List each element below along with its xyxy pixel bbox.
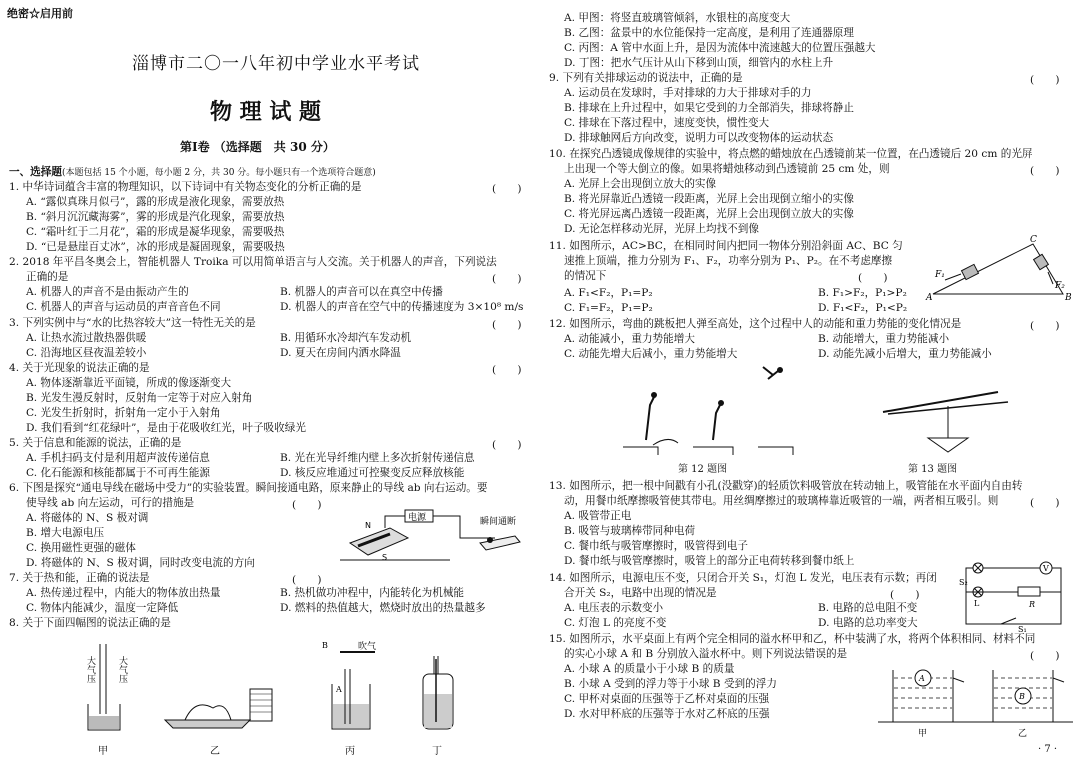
q7-option-c: C. 物体内能减少，温度一定降低 — [26, 602, 179, 614]
q10-option-a: A. 光屏上会出现倒立放大的实像 — [564, 178, 717, 190]
section-heading: 一、选择题(本题包括 15 个小题，每小题 2 分，共 30 分。每小题只有一个选项符合题意) — [9, 166, 376, 178]
q3-option-c: C. 沿海地区昼夜温差较小 — [26, 347, 147, 359]
switch-s2-label: S₂ — [959, 578, 968, 587]
vertex-b: B — [1065, 293, 1072, 302]
ball-a-label: A — [919, 674, 925, 683]
q5-option-d: D. 核反应堆通过可控聚变反应释放核能 — [280, 467, 465, 479]
q13-straw-figure — [868, 380, 1018, 460]
q1-option-c: C. “霜叶红于二月花”，霜的形成是凝华现象，需要吸热 — [26, 226, 285, 238]
q6-option-c: C. 换用磁性更强的磁体 — [26, 542, 136, 554]
q11-stem-cont: 速推上顶端，推力分别为 F₁、F₂，功率分别为 P₁、P₂。在不考虑摩擦 — [564, 255, 893, 267]
q15-option-c: C. 甲杯对桌面的压强等于乙杯对桌面的压强 — [564, 693, 770, 705]
volume-title: 第Ⅰ卷 （选择题 共 30 分） — [180, 140, 335, 154]
q14-stem: 14. 如图所示，电源电压不变，只闭合开关 S₁，灯泡 L 发光，电压表有示数；再闭 — [549, 572, 937, 584]
q10-option-c: C. 将光屏远离凸透镜一段距离，光屏上会出现倒立放大的实像 — [564, 208, 854, 220]
q4-option-b: B. 光发生漫反射时，反射角一定等于对应入射角 — [26, 392, 253, 404]
power-label: 电源 — [408, 513, 427, 523]
q14-option-a: A. 电压表的示数变小 — [564, 602, 664, 614]
force-f1: F₁ — [935, 270, 945, 280]
q10-stem: 10. 在探究凸透镜成像规律的实验中，将点燃的蜡烛放在凸透镜前某一位置，在凸透镜后 20 cm 的光屏 — [549, 148, 1033, 160]
q8-option-b: B. 乙图：盆景中的水位能保持一定高度，是利用了连通器原理 — [564, 27, 854, 39]
fig-ding-water-barometer — [423, 656, 453, 757]
q2-option-b: B. 机器人的声音可以在真空中传播 — [280, 286, 443, 298]
q13-option-b: B. 吸管与玻璃棒带同种电荷 — [564, 525, 696, 537]
q15-option-a: A. 小球 A 的质量小于小球 B 的质量 — [564, 663, 735, 675]
q1-stem: 1. 中华诗词蕴含丰富的物理知识，以下诗词中有关物态变化的分析正确的是 — [9, 181, 362, 193]
q6-motor-apparatus-figure — [330, 498, 530, 573]
q12-stem: 12. 如图所示，弯曲的跳板把人弹至高处，这个过程中人的动能和重力势能的变化情况是 — [549, 318, 962, 330]
fig-yi-bonsai — [165, 689, 272, 757]
q3-option-a: A. 让热水流过散热器供暖 — [26, 332, 147, 344]
fig-ding-caption: 丁 — [432, 746, 442, 757]
svg-text:A: A — [336, 685, 342, 694]
q15-option-d: D. 水对甲杯底的压强等于水对乙杯底的压强 — [564, 708, 770, 720]
q8-stem: 8. 关于下面四幅图的说法正确的是 — [9, 617, 171, 629]
q9-option-a: A. 运动员在发球时，手对排球的力大于排球对手的力 — [564, 87, 812, 99]
q13-answer-blank: ( ) — [1030, 497, 1060, 509]
q5-option-c: C. 化石能源和核能都属于不可再生能源 — [26, 467, 210, 479]
q8-option-d: D. 丁图：把水气压计从山下移到山顶，细管内的水柱上升 — [564, 57, 834, 69]
q6-answer-blank: ( ) — [292, 499, 322, 511]
q11-option-a: A. F₁<F₂，P₁=P₂ — [564, 287, 653, 299]
q6-option-d: D. 将磁体的 N、S 极对调，同时改变电流的方向 — [26, 557, 255, 569]
resistor-label: R — [1029, 600, 1036, 609]
fig-jia-caption: 甲 — [98, 746, 108, 757]
exam-title: 淄博市二〇一八年初中学业水平考试 — [132, 54, 420, 74]
voltmeter-label: V — [1043, 564, 1049, 573]
q12-caption: 第 12 题图 — [678, 464, 728, 475]
q5-option-a: A. 手机扫码支付是利用超声波传递信息 — [26, 452, 210, 464]
q11-option-c: C. F₁=F₂，P₁=P₂ — [564, 302, 653, 314]
q12-option-a: A. 动能减小，重力势能增大 — [564, 333, 695, 345]
ball-b-label: B — [1019, 692, 1025, 701]
svg-text:N: N — [365, 521, 371, 530]
vertex-a: A — [926, 293, 933, 302]
q9-stem: 9. 下列有关排球运动的说法中，正确的是 — [549, 72, 743, 84]
q4-stem: 4. 关于光现象的说法正确的是 — [9, 362, 150, 374]
q8-option-c: C. 丙图：A 管中水面上升，是因为流体中流速越大的位置压强越大 — [564, 42, 876, 54]
q4-option-c: C. 光发生折射时，折射角一定小于入射角 — [26, 407, 221, 419]
q4-option-a: A. 物体逐渐靠近平面镜，所成的像逐渐变大 — [26, 377, 232, 389]
q14-stem-cont: 合开关 S₂，电路中出现的情况是 — [564, 587, 717, 599]
q10-stem-cont: 上出现一个等大倒立的像。如果将蜡烛移动到凸透镜前 25 cm 处，则 — [564, 163, 890, 175]
blow-label: 吹气 — [358, 642, 377, 652]
q10-answer-blank: ( ) — [1030, 165, 1060, 177]
q1-answer-blank: ( ) — [492, 183, 522, 195]
q9-option-b: B. 排球在上升过程中，如果它受到的力全部消失，排球将静止 — [564, 102, 854, 114]
fig-jia-barometer — [85, 644, 128, 757]
q5-option-b: B. 光在光导纤维内壁上多次折射传递信息 — [280, 452, 475, 464]
q13-stem-cont: 动，用餐巾纸摩擦吸管使其带电。用丝绸摩擦过的玻璃棒靠近吸管的一端，两者相互吸引。则 — [564, 495, 999, 507]
q2-option-a: A. 机器人的声音不是由振动产生的 — [26, 286, 189, 298]
q12-option-d: D. 动能先减小后增大，重力势能减小 — [818, 348, 992, 360]
q2-option-d: D. 机器人的声音在空气中的传播速度为 3×10⁸ m/s — [280, 301, 524, 313]
q4-option-d: D. 我们看到“红花绿叶”，是由于花吸收红光，叶子吸收绿光 — [26, 422, 306, 434]
q12-diving-figure — [618, 365, 798, 460]
q4-answer-blank: ( ) — [492, 364, 522, 376]
q14-option-b: B. 电路的总电阻不变 — [818, 602, 918, 614]
switch-label: 瞬间通断 — [480, 517, 517, 527]
q6-stem-cont: 使导线 ab 向左运动，可行的措施是 — [26, 497, 195, 509]
svg-text:大气压: 大气压 — [85, 656, 95, 683]
force-f2: F₂ — [1055, 281, 1065, 291]
q5-answer-blank: ( ) — [492, 439, 522, 451]
q6-stem: 6. 下图是探究“通电导线在磁场中受力”的实验装置。瞬间接通电路，原来静止的导线 ab 向右运动。要 — [9, 482, 488, 494]
lamp-label: L — [974, 599, 980, 608]
subject-title: 物 理 试 题 — [210, 99, 321, 125]
q11-stem-cont2: 的情况下 — [564, 270, 607, 282]
q1-option-b: B. “斜月沉沉藏海雾”，雾的形成是汽化现象，需要放热 — [26, 211, 285, 223]
q15-stem-cont: 的实心小球 A 和 B 分别放入溢水杯中。则下列说法错误的是 — [564, 648, 848, 660]
q11-answer-blank: ( ) — [858, 272, 888, 284]
q3-option-d: D. 夏天在房间内洒水降温 — [280, 347, 401, 359]
q2-stem-cont: 正确的是 — [26, 271, 69, 283]
q9-option-c: C. 排球在下落过程中，速度变快，惯性变大 — [564, 117, 770, 129]
vertex-c: C — [1030, 235, 1037, 245]
switch-s1-label: S₁ — [1018, 625, 1027, 632]
q2-option-c: C. 机器人的声音与运动员的声音音色不同 — [26, 301, 221, 313]
q15-overflow-cups-figure — [878, 660, 1073, 742]
q6-option-b: B. 增大电源电压 — [26, 527, 105, 539]
secret-label: 绝密☆启用前 — [7, 7, 73, 20]
q5-stem: 5. 关于信息和能源的说法，正确的是 — [9, 437, 182, 449]
q1-option-d: D. “已是悬崖百丈冰”，冰的形成是凝固现象，需要吸热 — [26, 241, 285, 253]
right-column — [538, 0, 1076, 763]
q3-option-b: B. 用循环水冷却汽车发动机 — [280, 332, 412, 344]
q8-four-figures — [70, 634, 540, 762]
q15-answer-blank: ( ) — [1030, 650, 1060, 662]
q7-answer-blank: ( ) — [292, 574, 322, 586]
svg-text:S: S — [382, 553, 388, 562]
q15-stem: 15. 如图所示，水平桌面上有两个完全相同的溢水杯甲和乙，杯中装满了水，将两个体积相同、材料不同 — [549, 633, 1036, 645]
q15-option-b: B. 小球 A 受到的浮力等于小球 B 受到的浮力 — [564, 678, 777, 690]
q3-answer-blank: ( ) — [492, 319, 522, 331]
q13-option-a: A. 吸管带正电 — [564, 510, 632, 522]
q13-stem: 13. 如图所示，把一根中间戳有小孔(没戳穿)的轻质饮料吸管放在转动轴上，吸管能在水平面内自由转 — [549, 480, 1023, 492]
q2-answer-blank: ( ) — [492, 273, 522, 285]
q1-option-a: A. “露似真珠月似弓”，露的形成是液化现象，需要放热 — [26, 196, 285, 208]
q12-option-c: C. 动能先增大后减小，重力势能增大 — [564, 348, 738, 360]
fig-yi-caption: 乙 — [210, 746, 220, 757]
fig-bing-tubes — [322, 640, 376, 757]
q14-option-c: C. 灯泡 L 的亮度不变 — [564, 617, 667, 629]
q7-option-b: B. 热机做功冲程中，内能转化为机械能 — [280, 587, 465, 599]
q14-circuit-figure — [956, 560, 1071, 632]
q12-answer-blank: ( ) — [1030, 320, 1060, 332]
q10-option-d: D. 无论怎样移动光屏，光屏上均找不到像 — [564, 223, 759, 235]
q8-option-a: A. 甲图：将竖直玻璃管倾斜，水银柱的高度变大 — [564, 12, 791, 24]
q11-option-b: B. F₁>F₂，P₁>P₂ — [818, 287, 907, 299]
q13-option-d: D. 餐巾纸与吸管摩擦时，吸管上的部分正电荷转移到餐巾纸上 — [564, 555, 855, 567]
q13-option-c: C. 餐巾纸与吸管摩擦时，吸管得到电子 — [564, 540, 748, 552]
q7-option-d: D. 燃料的热值越大，燃烧时放出的热量越多 — [280, 602, 486, 614]
q2-stem: 2. 2018 年平昌冬奥会上，智能机器人 Troika 可以用简单语言与人交流。关于机器人的声音，下列说法 — [9, 256, 497, 268]
q14-option-d: D. 电路的总功率变大 — [818, 617, 918, 629]
q11-option-d: D. F₁<F₂，P₁<P₂ — [818, 302, 908, 314]
svg-text:B: B — [322, 641, 328, 650]
q11-incline-figure — [923, 232, 1073, 302]
q13-caption: 第 13 题图 — [908, 464, 958, 475]
fig-bing-caption: 丙 — [345, 746, 355, 757]
svg-text:大气压: 大气压 — [117, 656, 127, 683]
cup-jia-caption: 甲 — [918, 729, 928, 739]
q12-option-b: B. 动能增大，重力势能减小 — [818, 333, 950, 345]
q10-option-b: B. 将光屏靠近凸透镜一段距离，光屏上会出现倒立缩小的实像 — [564, 193, 854, 205]
q9-answer-blank: ( ) — [1030, 74, 1060, 86]
q6-option-a: A. 将磁体的 N、S 极对调 — [26, 512, 149, 524]
page-number: · 7 · — [1038, 744, 1058, 755]
cup-yi-caption: 乙 — [1018, 729, 1028, 739]
q14-answer-blank: ( ) — [890, 589, 920, 601]
q11-stem: 11. 如图所示，AC>BC，在相同时间内把同一物体分别沿斜面 AC、BC 匀 — [549, 240, 903, 252]
q7-stem: 7. 关于热和能，正确的说法是 — [9, 572, 150, 584]
q9-option-d: D. 排球触网后方向改变，说明力可以改变物体的运动状态 — [564, 132, 834, 144]
q7-option-a: A. 热传递过程中，内能大的物体放出热量 — [26, 587, 221, 599]
magnet — [350, 528, 408, 555]
q3-stem: 3. 下列实例中与“水的比热容较大”这一特性无关的是 — [9, 317, 256, 329]
